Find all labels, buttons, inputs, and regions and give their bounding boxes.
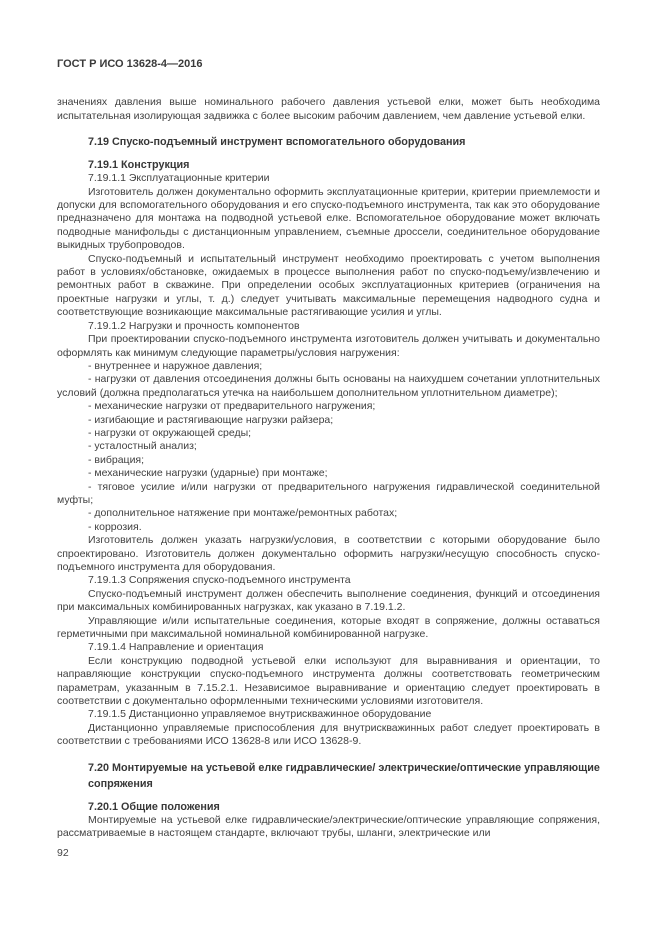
paragraph: Дистанционно управляемые приспособления для внутрискважинных работ следует проектировать в соответствии с требованиями ИСО 13628-8 или ИСО 13628-9. <box>57 721 600 748</box>
paragraph: значениях давления выше номинального рабочего давления устьевой елки, может быть необходима испытательная изолирующая задвижка с более высоким рабочим давлением, чем давление устьевой елки. <box>57 96 600 122</box>
list-item: - усталостный анализ; <box>88 440 197 453</box>
document-header: ГОСТ Р ИСО 13628-4—2016 <box>57 58 203 70</box>
paragraph: Если конструкцию подводной устьевой елки используют для выравнивания и ориентации, то направляющие конструкции спуско-подъемного инструмента должны соответствовать геометрическим параметрам, указанным в 7.15.2.1. Независимое выравнивание и ориентацию следует проектировать в соответствии с документально оформленными техническими условиями изготовителя. <box>57 654 600 708</box>
subsection-heading: 7.19.1 Конструкция <box>88 159 190 172</box>
paragraph: Спуско-подъемный и испытательный инструмент необходимо проектировать с учетом выполнения работ в условиях/обстановке, ожидаемых в процессе выполнения работ по спуско-подъему/извлечению и ремонтных работ в скважине. При определении особых эксплуатационных критериев (ограничения на проектные нагрузки и углы, т. д.) следует учитывать максимальные перемещения надводного судна и соответствующие возникающие максимальные растягивающие усилия и углы. <box>57 252 600 319</box>
list-item: - нагрузки от окружающей среды; <box>88 426 252 439</box>
list-item: - нагрузки от давления отсоединения должны быть основаны на наихудшем сочетании уплотнительных условий (должна предполагаться утечка на наибольшем дополнительном уплотнительном диаметре); <box>57 373 600 399</box>
subsection-heading: 7.20.1 Общие положения <box>88 800 220 813</box>
paragraph: Изготовитель должен документально оформить эксплуатационные критерии, критерии приемлемости и допуски для вспомогательного оборудования и его спуско-подъемного инструмента, так как это оборудование предназначено для монтажа на подводной устьевой елке. Вспомогательное оборудование может включать подводные манифольды с дистанционным управлением, съемные дроссели, соединительное оборудование выкидных трубопроводов. <box>57 185 600 252</box>
page-number: 92 <box>57 846 69 859</box>
section-heading: 7.19 Спуско-подъемный инструмент вспомогательного оборудования <box>88 136 466 149</box>
list-item: - тяговое усилие и/или нагрузки от предварительного нагружения гидравлической соединительной муфты; <box>57 480 600 506</box>
clause-title: 7.19.1.5 Дистанционно управляемое внутрискважинное оборудование <box>88 708 432 721</box>
clause-title: 7.19.1.2 Нагрузки и прочность компонентов <box>88 319 300 332</box>
paragraph: Изготовитель должен указать нагрузки/условия, в соответствии с которыми оборудование было спроектировано. Изготовитель должен документально оформить нагрузки/несущую способность спуско-подъемного инструмента для оборудования. <box>57 534 600 573</box>
section-heading: 7.20 Монтируемые на устьевой елке гидравлические/ электрические/оптические управляющие сопряжения <box>88 761 600 790</box>
list-item: - механические нагрузки (ударные) при монтаже; <box>88 467 328 480</box>
paragraph: Спуско-подъемный инструмент должен обеспечить выполнение соединения, функций и отсоединения при максимальных комбинированных нагрузках, как указано в 7.19.1.2. <box>57 587 600 614</box>
clause-title: 7.19.1.4 Направление и ориентация <box>88 641 264 654</box>
list-item: - механические нагрузки от предварительного нагружения; <box>88 400 376 413</box>
paragraph: Монтируемые на устьевой елке гидравлические/электрические/оптические управляющие сопряжения, рассматриваемые в настоящем стандарте, включают трубы, шланги, электрические или <box>57 813 600 840</box>
list-item: - вибрация; <box>88 453 145 466</box>
list-item: - внутреннее и наружное давления; <box>88 359 263 372</box>
paragraph: При проектировании спуско-подъемного инструмента изготовитель должен учитывать и документально оформлять как минимум следующие параметры/условия нагружения: <box>57 333 600 359</box>
clause-title: 7.19.1.3 Сопряжения спуско-подъемного инструмента <box>88 574 351 587</box>
paragraph: Управляющие и/или испытательные соединения, которые входят в сопряжение, должны оставаться герметичными при максимальной номинальной комбинированной нагрузке. <box>57 614 600 641</box>
list-item: - дополнительное натяжение при монтаже/ремонтных работах; <box>88 507 398 520</box>
list-item: - изгибающие и растягивающие нагрузки райзера; <box>88 413 334 426</box>
list-item: - коррозия. <box>88 520 142 533</box>
clause-title: 7.19.1.1 Эксплуатационные критерии <box>88 172 270 185</box>
document-body <box>57 96 600 840</box>
